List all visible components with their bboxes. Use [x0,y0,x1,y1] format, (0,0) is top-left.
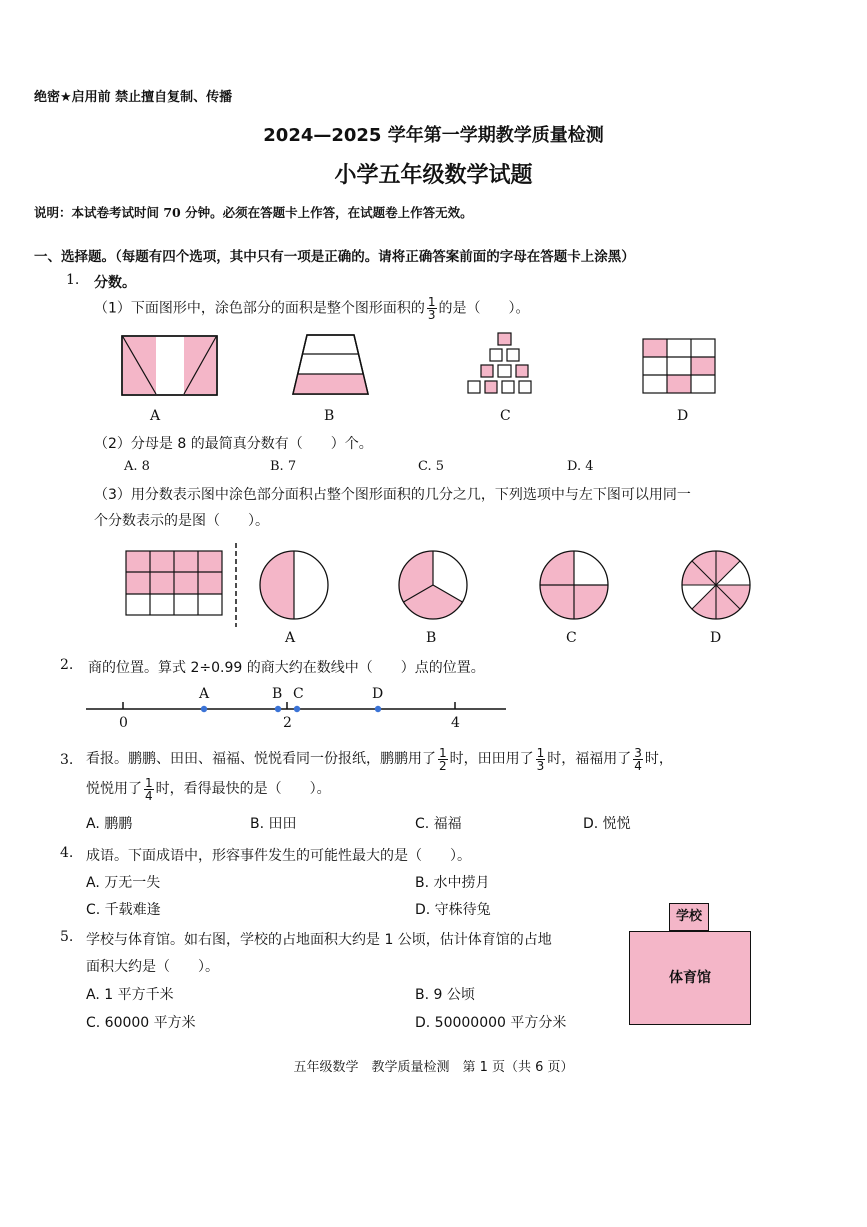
q3-text-3: 时，福福用了 [547,751,632,767]
figure-d-label: D [677,408,689,424]
q5-option-a: A. 1 平方千米 [86,987,174,1003]
q5-option-d: D. 50000000 平方分米 [415,1015,567,1031]
frac-num: 1 [145,775,153,790]
point-c-label: C [293,686,304,702]
q3-text-4: 时， [644,751,673,767]
instructions: 说明：本试卷考试时间 70 分钟。必须在答题卡上作答，在试题卷上作答无效。 [34,205,473,220]
school-box: 学校 [669,903,709,931]
frac-num: 3 [634,745,642,760]
q1-sub2-text: （2）分母是 8 的最简真分数有（ ）个。 [94,436,373,452]
tick-4-label: 4 [451,715,460,731]
q3-option-c: C. 福福 [415,816,462,832]
q3-option-b: B. 田田 [250,816,297,832]
q5-option-b: B. 9 公顷 [415,987,475,1003]
frac-den: 3 [536,758,545,773]
fraction-half [438,747,448,772]
fraction-one-third [427,296,437,321]
q1-sub2-option-a: A. 8 [124,459,150,474]
fraction-three-quarters [633,747,643,772]
circle-c [539,550,609,620]
q3-number: 3. [60,752,74,768]
q4-option-d: D. 守株待兔 [415,902,491,918]
q3-text-2: 时，田田用了 [449,751,534,767]
tick-2-label: 2 [283,715,292,731]
q2-number: 2. [60,657,74,673]
q1-number: 1. [66,272,80,288]
q1-sub2-option-b: B. 7 [270,459,297,474]
q1-sub1-suffix: 的是（ ）。 [438,300,530,317]
figure-a-square [122,336,218,396]
q5-option-c: C. 60000 平方米 [86,1015,196,1031]
section-heading: 一、选择题。（每题有四个选项，其中只有一项是正确的。请将正确答案前面的字母在答题卡上涂黑） [34,249,635,265]
circle-d [681,550,751,620]
q3-line1 [86,744,673,774]
q3-text-5: 悦悦用了 [86,781,142,797]
q4-text: 成语。下面成语中，形容事件发生的可能性最大的是（ ）。 [86,848,471,864]
figure-d-grid [643,339,717,393]
circle-a [259,550,329,620]
figure-c-pyramid [466,332,544,394]
q1-sub1 [94,296,530,321]
frac-den: 4 [145,788,153,803]
figure-a-label: A [150,408,161,424]
figure-b-label: B [324,408,335,424]
q3-line2 [86,774,331,804]
q3-text-1: 看报。鹏鹏、田田、福福、悦悦看同一份报纸，鹏鹏用了 [86,751,436,767]
frac-den: 2 [439,758,447,773]
subject-title: 小学五年级数学试题 [334,163,533,188]
reference-grid [126,551,224,617]
frac-num: 1 [427,295,436,309]
q1-title: 分数。 [94,275,136,291]
frac-num: 1 [536,745,545,760]
q2-text: 商的位置。算式 2÷0.99 的商大约在数线中（ ）点的位置。 [88,660,485,676]
gym-box: 体育馆 [629,931,751,1025]
confidential-notice: 绝密★启用前 禁止擅自复制、传播 [34,90,233,105]
page-footer: 五年级数学 教学质量检测 第 1 页（共 6 页） [293,1060,574,1075]
q4-option-c: C. 千载难逢 [86,902,161,918]
figure-b-trapezoid [292,335,370,395]
fraction-quarter [144,777,154,802]
q3-option-a: A. 鹏鹏 [86,816,133,832]
point-b-label: B [272,686,283,702]
dashed-divider [234,543,238,627]
circle-d-label: D [710,630,722,646]
frac-num: 1 [439,745,447,760]
q5-number: 5. [60,929,74,945]
q4-option-b: B. 水中捞月 [415,875,490,891]
figure-c-label: C [500,408,511,424]
q3-option-d: D. 悦悦 [583,816,631,832]
q3-text-6: 时，看得最快的是（ ）。 [155,781,331,797]
tick-0-label: 0 [119,715,128,731]
q1-sub3-line2: 个分数表示的是图（ ）。 [94,513,269,529]
q1-sub2-option-d: D. 4 [567,459,594,474]
q1-sub3-line1: （3）用分数表示图中涂色部分面积占整个图形面积的几分之几，下列选项中与左下图可以用同一 [94,487,691,503]
exam-title: 2024—2025 学年第一学期教学质量检测 [263,125,604,146]
circle-c-label: C [566,630,577,646]
q1-sub2-option-c: C. 5 [418,459,445,474]
frac-den: 3 [427,308,436,322]
q5-line2: 面积大约是（ ）。 [86,959,219,975]
fraction-third [536,747,546,772]
frac-den: 4 [634,758,642,773]
circle-b-label: B [426,630,437,646]
q5-line1: 学校与体育馆。如右图，学校的占地面积大约是 1 公顷，估计体育馆的占地 [86,932,552,948]
q4-option-a: A. 万无一失 [86,875,161,891]
circle-b [398,550,468,620]
circle-a-label: A [285,630,296,646]
q4-number: 4. [60,845,74,861]
q1-sub1-prefix: （1）下面图形中，涂色部分的面积是整个图形面积的 [94,300,425,317]
point-d-label: D [372,686,384,702]
point-a-label: A [199,686,210,702]
